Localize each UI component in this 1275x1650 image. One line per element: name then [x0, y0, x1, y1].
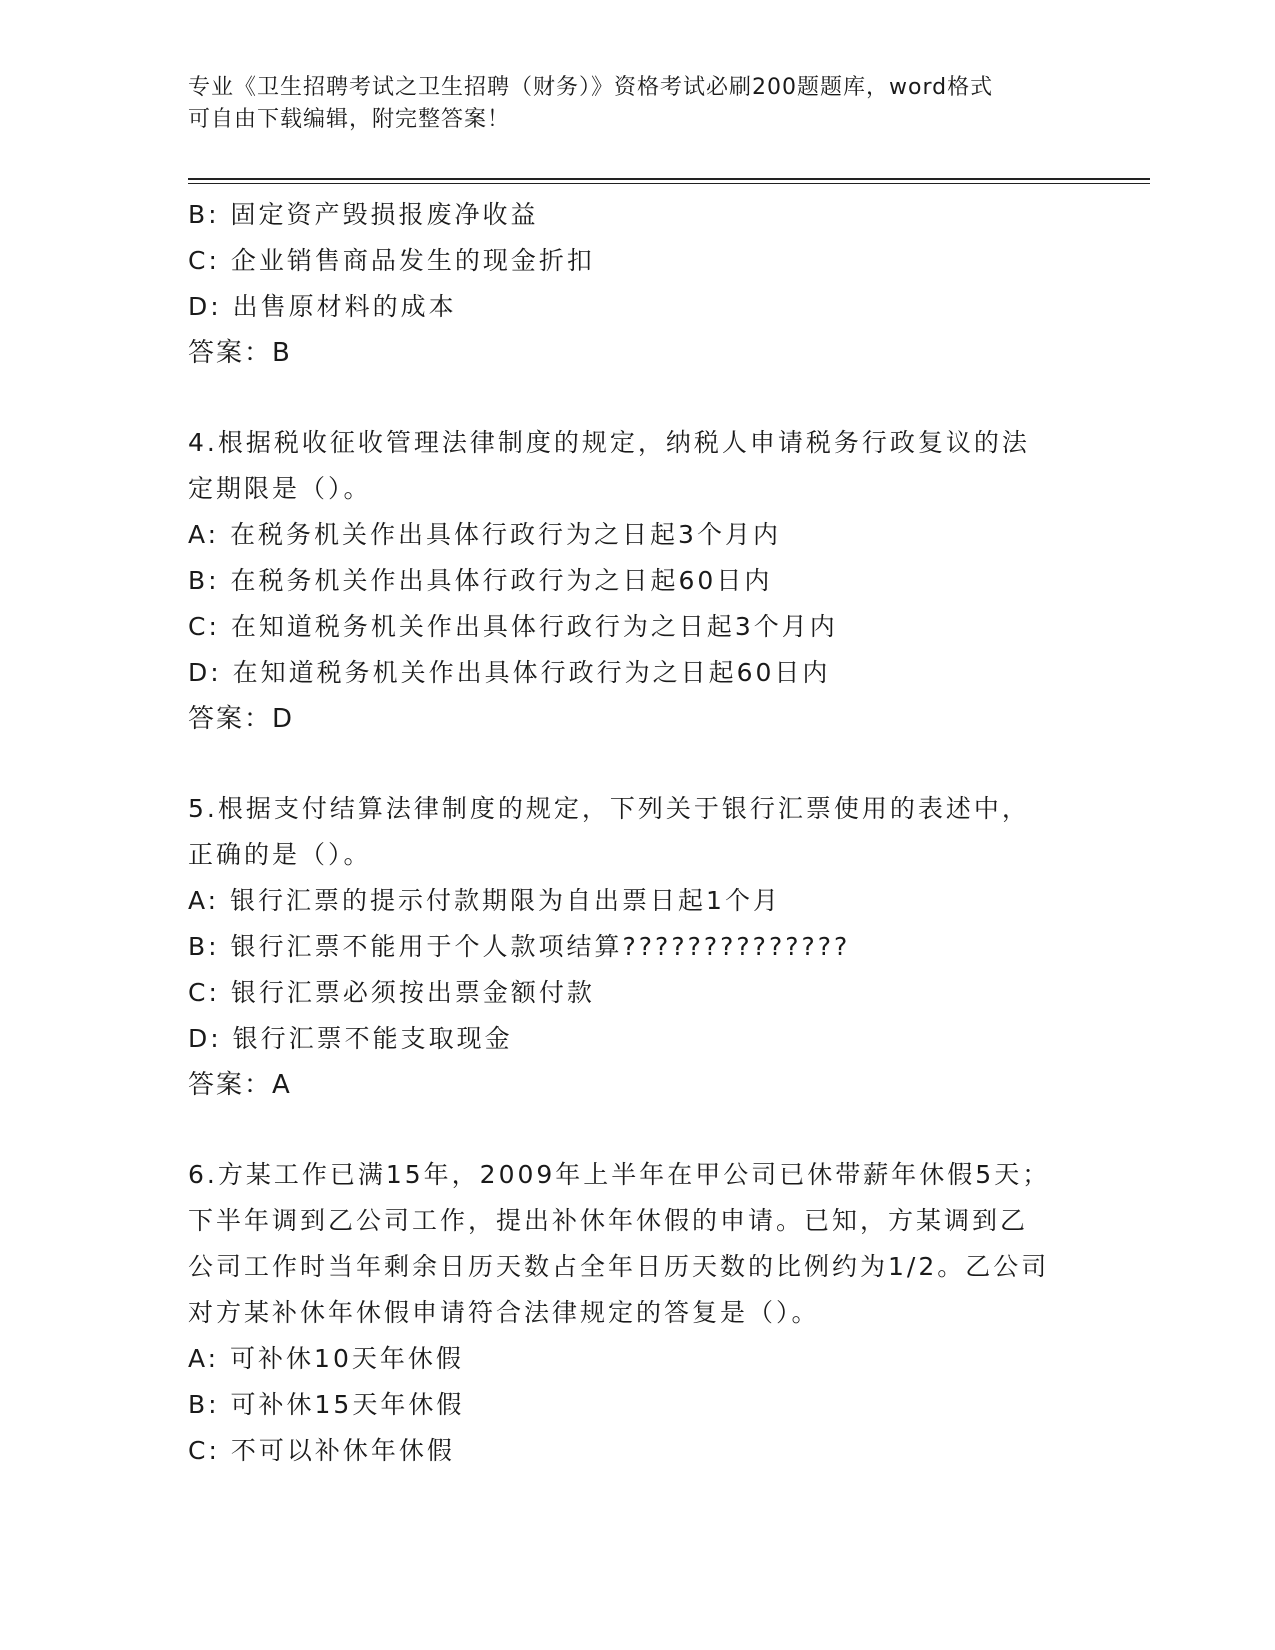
question-list	[188, 192, 1088, 1474]
question-stem-line: 定期限是（）。	[188, 474, 372, 503]
question-stem-line: 公司工作时当年剩余日历天数占全年日历天数的比例约为1/2。乙公司	[188, 1252, 1050, 1281]
question-stem-line: 6.方某工作已满15年，2009年上半年在甲公司已休带薪年休假5天；	[188, 1160, 1051, 1189]
header-line-2: 可自由下载编辑，附完整答案！	[188, 107, 511, 132]
option-c: C: 不可以补休年休假	[188, 1436, 455, 1465]
document-header	[188, 72, 1068, 136]
option-c: C: 银行汇票必须按出票金额付款	[188, 978, 595, 1007]
question-3	[188, 192, 1088, 376]
option-d: D: 在知道税务机关作出具体行政行为之日起60日内	[188, 658, 831, 687]
question-stem-line: 对方某补休年休假申请符合法律规定的答复是（）。	[188, 1298, 820, 1327]
option-b: B: 在税务机关作出具体行政行为之日起60日内	[188, 566, 773, 595]
option-b: B: 银行汇票不能用于个人款项结算??????????????	[188, 932, 851, 961]
question-6	[188, 1152, 1088, 1474]
option-d: D: 银行汇票不能支取现金	[188, 1024, 513, 1053]
option-d: D: 出售原材料的成本	[188, 292, 457, 321]
answer: 答案：A	[188, 1070, 292, 1100]
option-a: A: 银行汇票的提示付款期限为自出票日起1个月	[188, 886, 781, 915]
option-a: A: 可补休10天年休假	[188, 1344, 464, 1373]
option-c: C: 企业销售商品发生的现金折扣	[188, 246, 595, 275]
answer: 答案：B	[188, 338, 292, 368]
option-a: A: 在税务机关作出具体行政行为之日起3个月内	[188, 520, 781, 549]
answer: 答案：D	[188, 704, 295, 734]
question-stem-line: 下半年调到乙公司工作，提出补休年休假的申请。已知，方某调到乙	[188, 1206, 1029, 1235]
header-divider-thick	[188, 178, 1150, 180]
option-b: B: 固定资产毁损报废净收益	[188, 200, 539, 229]
question-stem-line: 4.根据税收征收管理法律制度的规定，纳税人申请税务行政复议的法	[188, 428, 1030, 457]
question-stem-line: 正确的是（）。	[188, 840, 372, 869]
option-c: C: 在知道税务机关作出具体行政行为之日起3个月内	[188, 612, 838, 641]
header-divider-thin	[188, 183, 1150, 184]
question-stem-line: 5.根据支付结算法律制度的规定，下列关于银行汇票使用的表述中，	[188, 794, 1030, 823]
header-line-1: 专业《卫生招聘考试之卫生招聘（财务）》资格考试必刷200题题库，word格式	[188, 75, 994, 100]
question-5	[188, 786, 1088, 1108]
question-4	[188, 420, 1088, 742]
option-b: B: 可补休15天年休假	[188, 1390, 465, 1419]
